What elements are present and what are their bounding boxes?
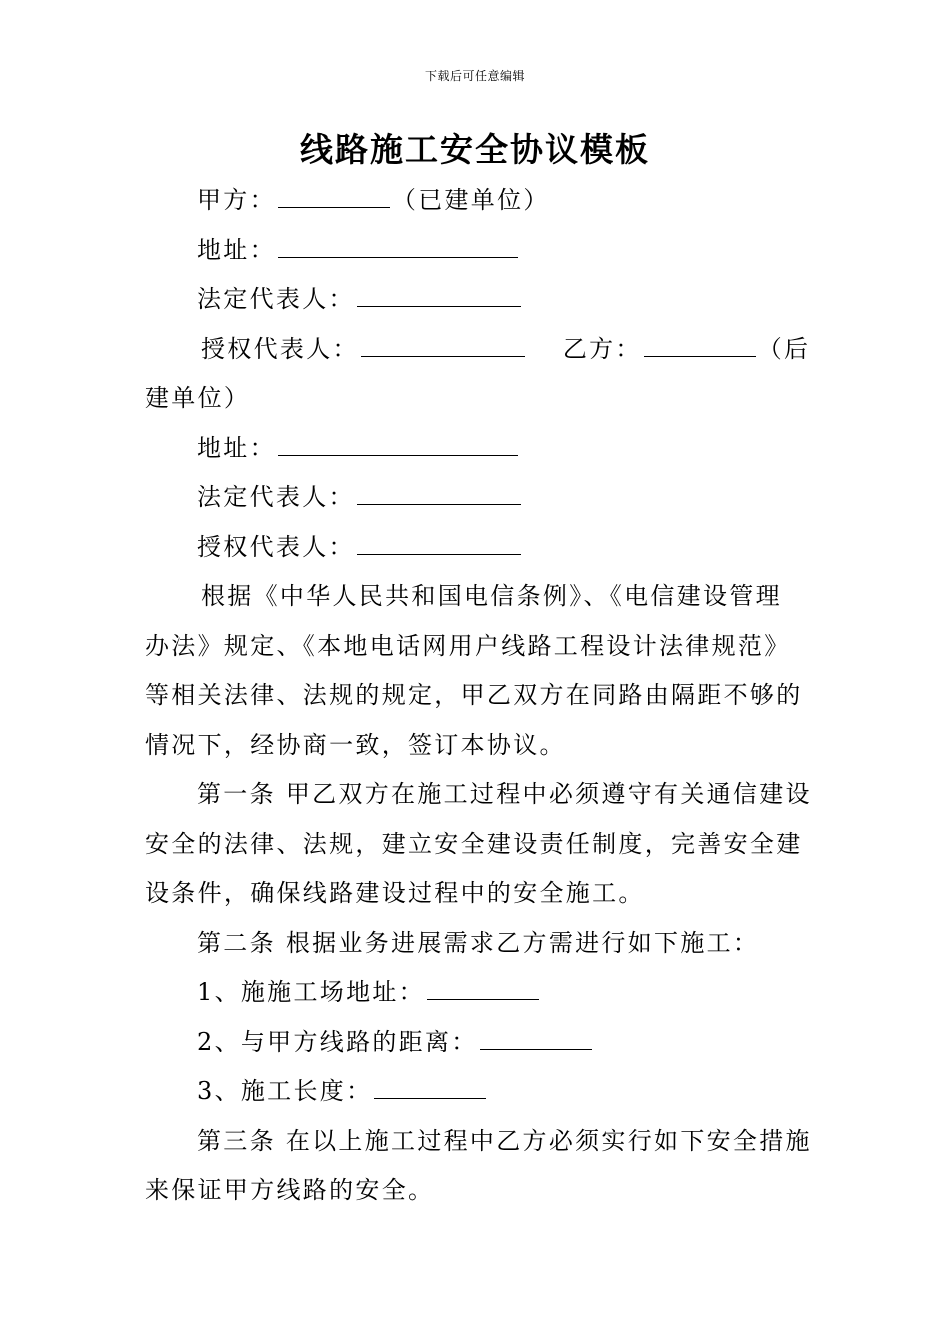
preamble-line: 根据《中华人民共和国电信条例》、《电信建设管理 bbox=[201, 582, 782, 610]
party-a-auth-rep-label: 授权代表人： bbox=[201, 334, 359, 363]
party-a-legal-rep-line bbox=[145, 275, 807, 325]
article2-heading: 第二条 根据业务进展需求乙方需进行如下施工： bbox=[197, 928, 760, 957]
article2-item bbox=[145, 1018, 807, 1068]
party-a-address-line bbox=[145, 226, 807, 276]
article1-line: 安全的法律、法规，建立安全建设责任制度，完善安全建 bbox=[145, 829, 803, 858]
document-body bbox=[145, 176, 812, 1216]
party-b-legal-rep-line bbox=[145, 473, 807, 523]
party-a-address-blank[interactable] bbox=[278, 235, 518, 258]
article2-item bbox=[145, 968, 807, 1018]
preamble-line: 办法》规定、《本地电话网用户线路工程设计法律规范》 bbox=[145, 631, 791, 660]
party-b-suffix-line: 建单位） bbox=[145, 384, 251, 412]
distance-blank[interactable] bbox=[480, 1027, 592, 1050]
article3-line: 来保证甲方线路的安全。 bbox=[145, 1176, 435, 1204]
party-b-legal-rep-label: 法定代表人： bbox=[197, 483, 355, 511]
article2-item-label: 3、施工长度： bbox=[197, 1077, 373, 1105]
party-a-blank[interactable] bbox=[278, 185, 390, 208]
site-address-blank[interactable] bbox=[427, 977, 539, 1000]
header-note: 下载后可任意编辑 bbox=[424, 69, 525, 83]
party-a-suffix: （已建单位） bbox=[391, 186, 550, 214]
preamble-line: 情况下，经协商一致，签订本协议。 bbox=[145, 730, 566, 759]
party-b-label: 乙方： bbox=[562, 334, 642, 363]
party-b-address-label: 地址： bbox=[197, 433, 276, 462]
article2-item-label: 2、与甲方线路的距离： bbox=[197, 1027, 478, 1056]
party-b-auth-rep-line bbox=[145, 523, 807, 573]
party-b-suffix-part1: （后 bbox=[757, 334, 811, 363]
party-a-legal-rep-label: 法定代表人： bbox=[197, 285, 355, 313]
article2-item-label: 1、施施工场地址： bbox=[197, 978, 425, 1006]
party-b-blank[interactable] bbox=[644, 334, 756, 357]
party-b-legal-rep-blank[interactable] bbox=[357, 482, 521, 505]
party-a-legal-rep-blank[interactable] bbox=[357, 284, 521, 307]
article1-line: 设条件，确保线路建设过程中的安全施工。 bbox=[145, 879, 645, 907]
party-a-line bbox=[145, 176, 807, 226]
article1-line: 第一条 甲乙双方在施工过程中必须遵守有关通信建设 bbox=[197, 780, 812, 808]
article2-item bbox=[145, 1067, 807, 1117]
party-a-auth-rep-blank[interactable] bbox=[361, 334, 525, 357]
party-b-auth-rep-blank[interactable] bbox=[357, 532, 521, 555]
preamble-line: 等相关法律、法规的规定，甲乙双方在同路由隔距不够的 bbox=[145, 681, 803, 709]
party-a-label: 甲方： bbox=[197, 186, 276, 214]
article3-line: 第三条 在以上施工过程中乙方必须实行如下安全措施 bbox=[197, 1126, 812, 1155]
party-b-auth-rep-label: 授权代表人： bbox=[197, 532, 355, 561]
party-b-address-line bbox=[145, 424, 807, 474]
party-a-address-label: 地址： bbox=[197, 235, 276, 264]
party-b-address-blank[interactable] bbox=[278, 433, 518, 456]
document-title: 线路施工安全协议模板 bbox=[300, 130, 650, 169]
party-a-auth-rep-line bbox=[145, 325, 811, 375]
length-blank[interactable] bbox=[374, 1076, 486, 1099]
